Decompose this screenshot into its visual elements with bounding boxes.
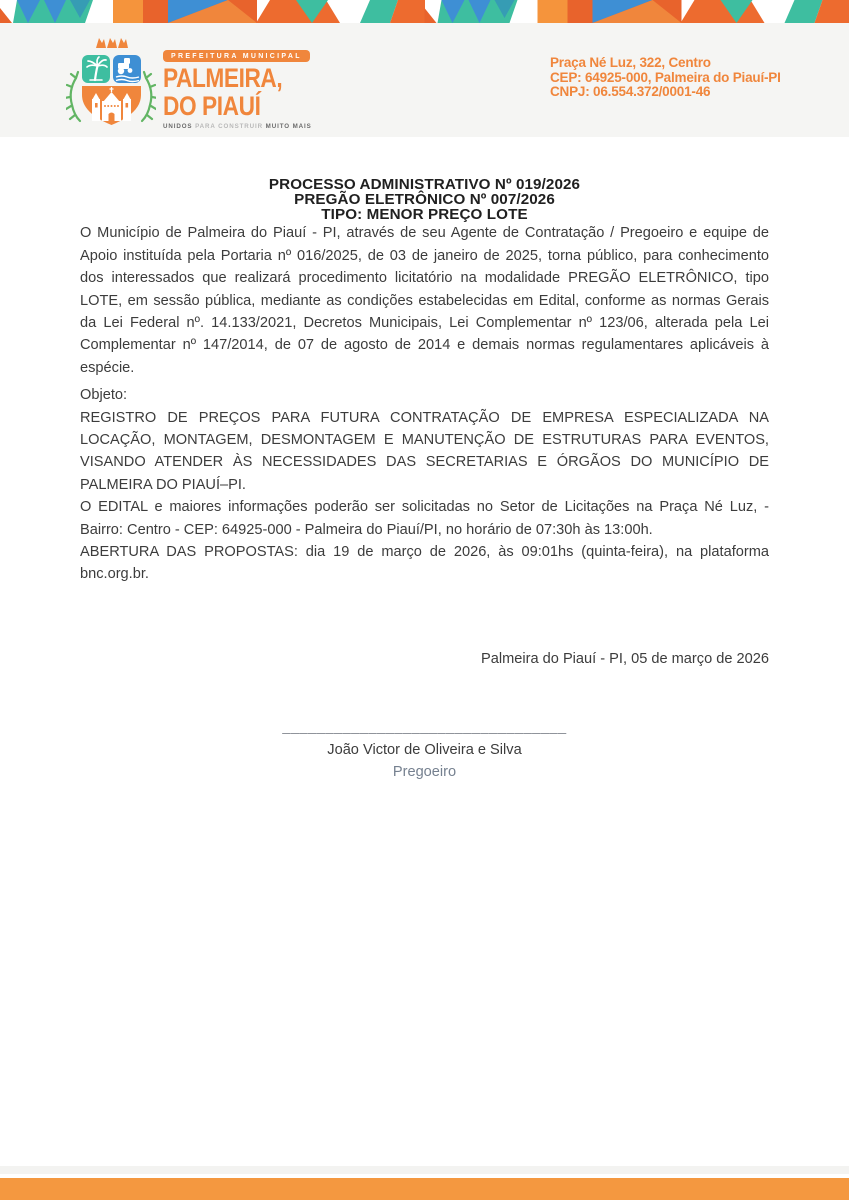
date-line: Palmeira do Piauí - PI, 05 de março de 2026 (481, 650, 769, 667)
intro-paragraph: O Município de Palmeira do Piauí - PI, através de seu Agente de Contratação / Pregoeiro e equipe de Apoio instituída pela Portaria nº 016/2025, de 03 de janeiro de 2025, torna público, para conhecimento dos interessados que realizará procedimento licitatório na modalidade PREGÃO ELETRÔNICO, tipo LOTE, em sessão pública, mediante as condições estabelecidas em Edital, conforme as normas Gerais da Lei Federal nº. 14.133/2021, Decretos Municipais, Lei Complementar nº 123/06, alterada pela Lei Complementar nº 147/2014, de 07 de agosto de 2014 e demais normas regulamentares aplicáveis à espécie. (80, 225, 769, 376)
tagline-part3: MUITO MAIS (265, 123, 312, 130)
cnpj-line: CNPJ: 06.554.372/0001-46 (550, 84, 711, 100)
org-name-line2: DO PIAUÍ (163, 91, 261, 121)
municipal-crest-logo (66, 37, 156, 130)
org-tagline (163, 123, 383, 130)
signature-name: João Victor de Oliveira e Silva (327, 741, 522, 758)
tagline-part1: UNIDOS (163, 123, 193, 130)
objeto-label: Objeto: (80, 387, 128, 404)
decorative-bottom-band (0, 1178, 849, 1200)
signature-rule: _________________________________ (282, 719, 567, 736)
document-body (80, 137, 769, 784)
bottom-divider (0, 1166, 849, 1174)
title-pregao: PREGÃO ELETRÔNICO Nº 007/2026 (294, 190, 555, 208)
edital-paragraph: O EDITAL e maiores informações poderão ser solicitadas no Setor de Licitações na Praça Né Luz, - Bairro: Centro - CEP: 64925-000 - Palmeira do Piauí/PI, no horário de 07:30h às 13:00h. (80, 499, 769, 538)
cep-line: CEP: 64925-000, Palmeira do Piauí-PI (550, 69, 781, 85)
document-title (80, 178, 769, 222)
signature-block (80, 716, 769, 783)
crown-icon (96, 38, 128, 48)
decorative-top-band (0, 0, 849, 23)
org-name-line1: PALMEIRA, (163, 63, 283, 93)
signature-role: Pregoeiro (392, 764, 457, 781)
objeto-text: REGISTRO DE PREÇOS PARA FUTURA CONTRATAÇÃO DE EMPRESA ESPECIALIZADA NA LOCAÇÃO, MONTAGEM, DESMONTAGEM E MANUTENÇÃO DE ESTRUTURAS PARA EVENTOS, VISANDO ATENDER ÀS NECESSIDADES DAS SECRETARIAS E ÓRGÃOS DO MUNICÍPIO DE PALMEIRA DO PIAUÍ–PI. (80, 409, 769, 493)
contact-block (550, 56, 781, 100)
objeto-section (80, 384, 769, 496)
address-line: Praça Né Luz, 322, Centro (550, 55, 711, 70)
logo-wordmark (163, 45, 383, 130)
title-tipo: TIPO: MENOR PREÇO LOTE (321, 205, 528, 223)
tagline-part2: PARA CONSTRUIR (195, 123, 264, 130)
title-processo: PROCESSO ADMINISTRATIVO Nº 019/2026 (268, 176, 581, 193)
letterhead (0, 23, 849, 137)
abertura-paragraph: ABERTURA DAS PROPOSTAS: dia 19 de março de 2026, às 09:01hs (quinta-feira), na plataforma bnc.org.br. (80, 544, 769, 583)
org-badge: PREFEITURA MUNICIPAL (163, 50, 310, 62)
